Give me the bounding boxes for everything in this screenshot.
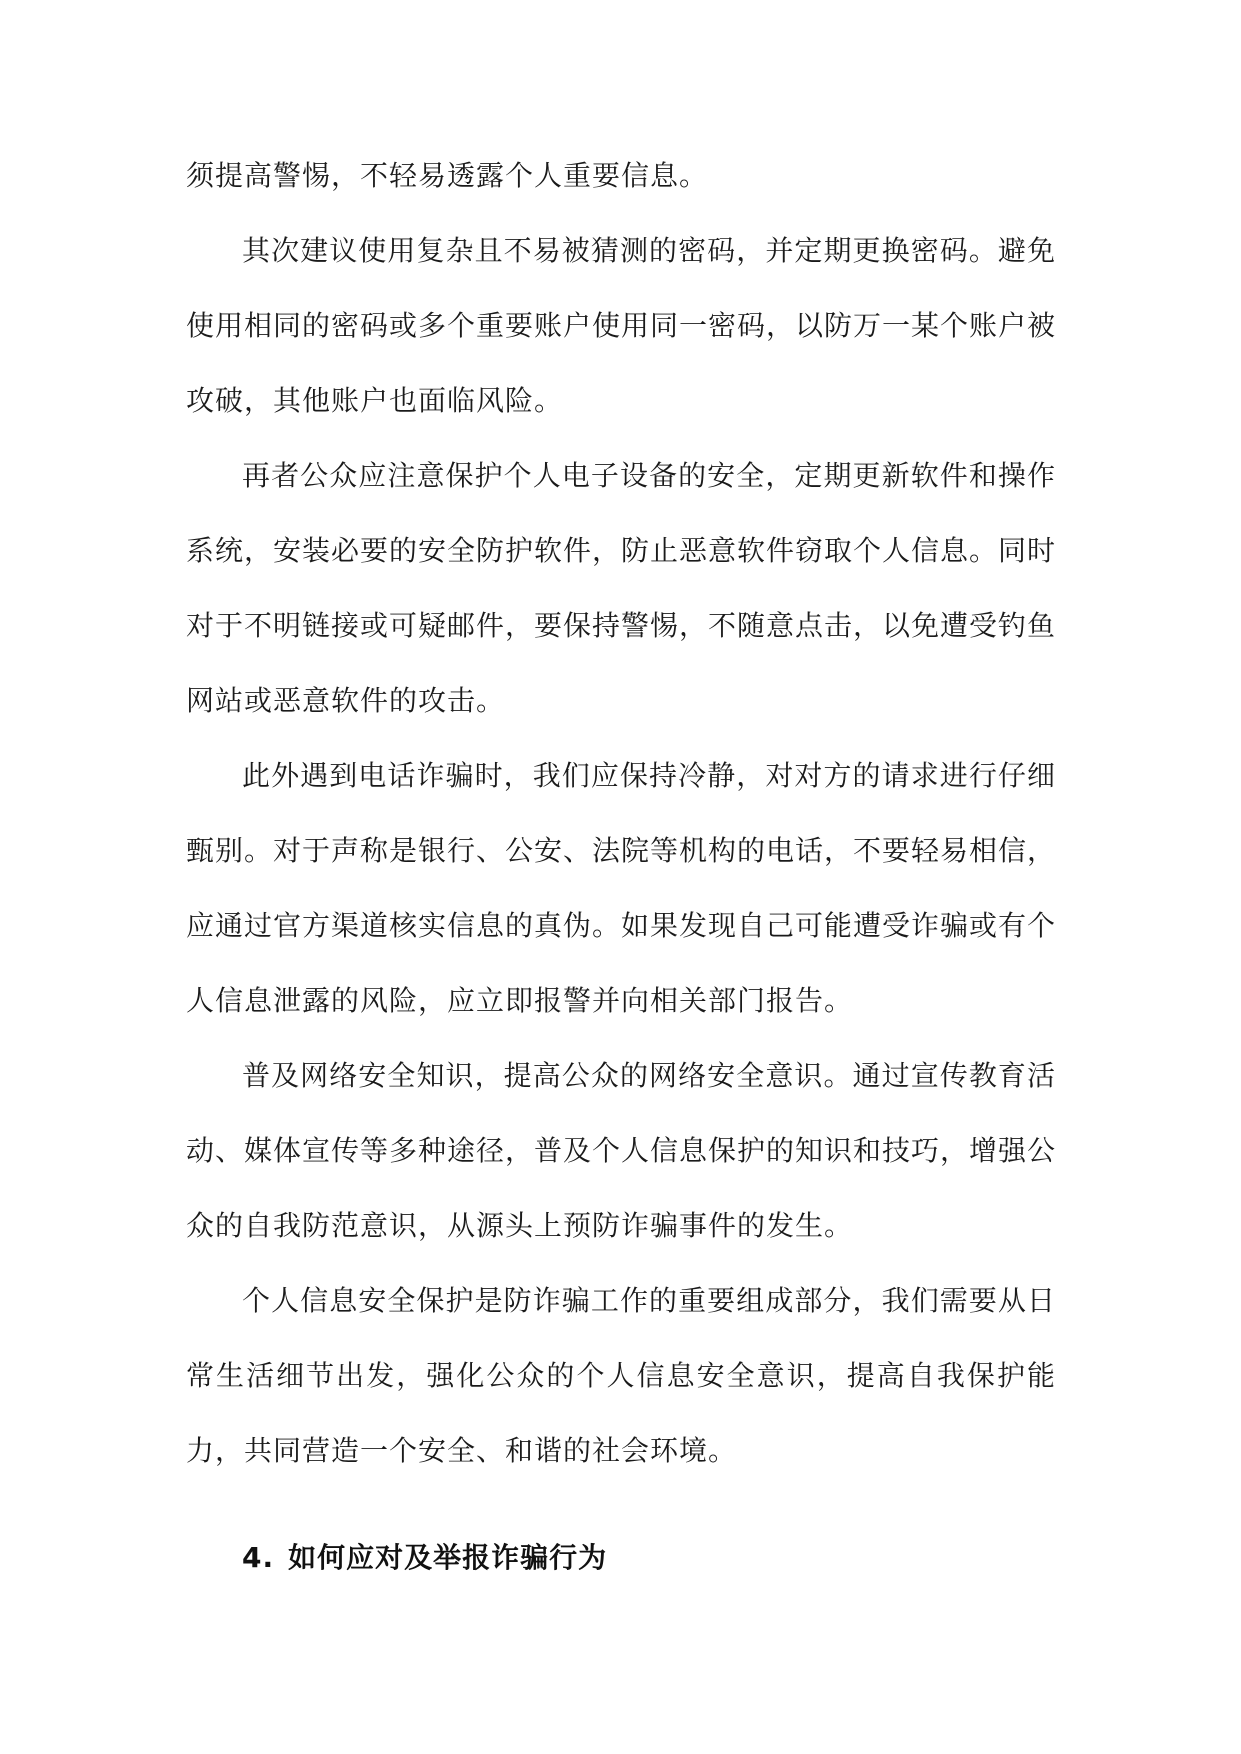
paragraph-4: 此外遇到电话诈骗时，我们应保持冷静，对对方的请求进行仔细甄别。对于声称是银行、公安、法院等机构的电话，不要轻易相信，应通过官方渠道核实信息的真伪。如果发现自己可能遭受诈骗或有个人信息泄露的风险，应立即报警并向相关部门报告。: [186, 759, 1057, 1017]
paragraph-6: 个人信息安全保护是防诈骗工作的重要组成部分，我们需要从日常生活细节出发，强化公众的个人信息安全意识，提高自我保护能力，共同营造一个安全、和谐的社会环境。: [186, 1284, 1056, 1467]
section-title: 如何应对及举报诈骗行为: [288, 1541, 608, 1574]
section-number: 4.: [242, 1541, 275, 1574]
paragraph-5: 普及网络安全知识，提高公众的网络安全意识。通过宣传教育活动、媒体宣传等多种途径，普及个人信息保护的知识和技巧，增强公众的自我防范意识，从源头上预防诈骗事件的发生。: [186, 1059, 1057, 1242]
paragraph-2: 其次建议使用复杂且不易被猜测的密码，并定期更换密码。避免使用相同的密码或多个重要账户使用同一密码，以防万一某个账户被攻破，其他账户也面临风险。: [186, 234, 1057, 417]
paragraph-3: 再者公众应注意保护个人电子设备的安全，定期更新软件和操作系统，安装必要的安全防护软件，防止恶意软件窃取个人信息。同时对于不明链接或可疑邮件，要保持警惕，不随意点击，以免遭受钓鱼网站或恶意软件的攻击。: [186, 459, 1057, 717]
paragraph-1: 须提高警惕，不轻易透露个人重要信息。: [186, 159, 709, 192]
document-body: [186, 138, 1056, 1595]
section-heading: [186, 1520, 1056, 1595]
